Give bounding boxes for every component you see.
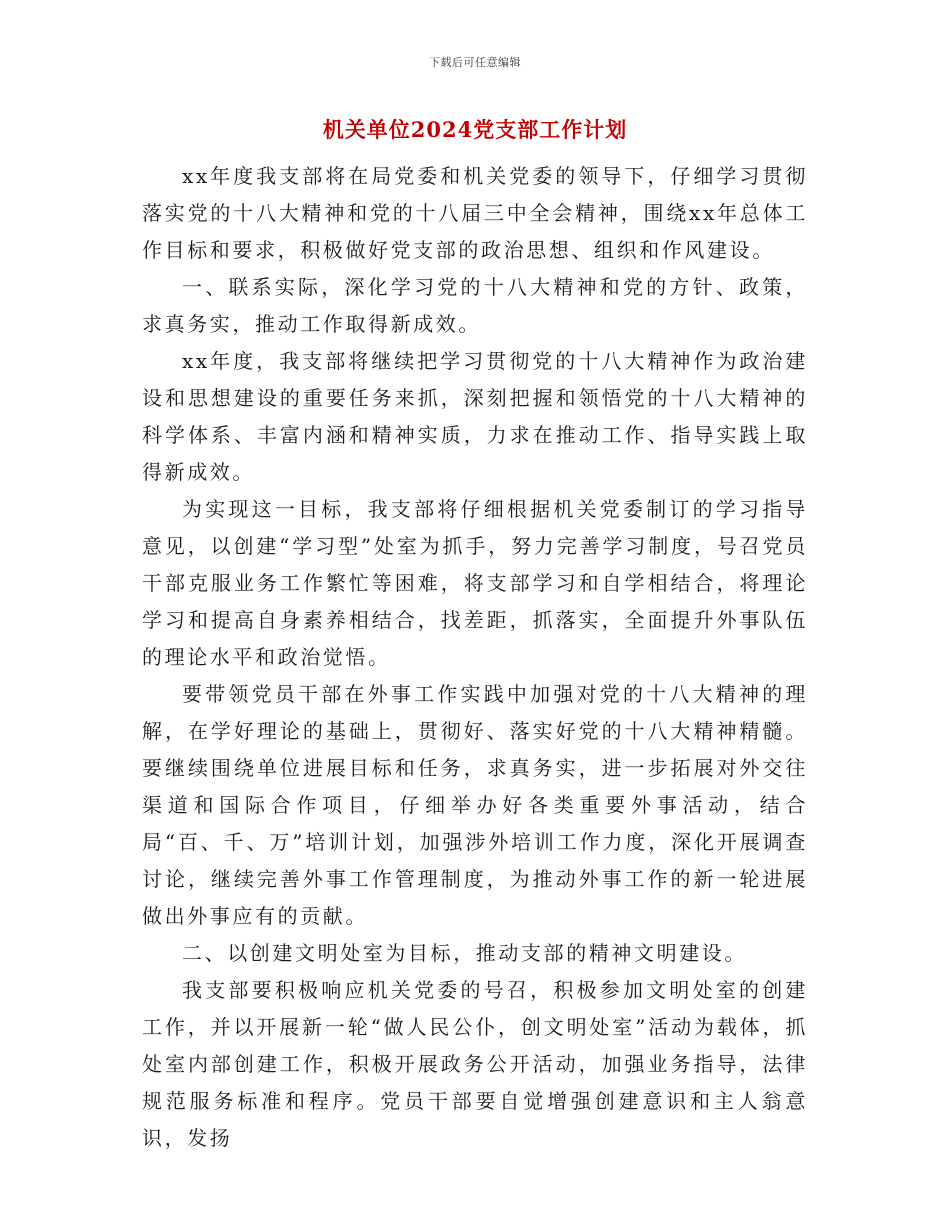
paragraph: 我支部要积极响应机关党委的号召，积极参加文明处室的创建工作，并以开展新一轮“做人民公仆，创文明处室”活动为载体，抓处室内部创建工作，积极开展政务公开活动，加强业务指导，法律规范服务标准和程序。党员干部要自觉增强创建意识和主人翁意识，发扬 [142, 978, 808, 1150]
page-header: 下载后可任意编辑 [429, 56, 521, 69]
paragraph: xx年度，我支部将继续把学习贯彻党的十八大精神作为政治建设和思想建设的重要任务来抓，深刻把握和领悟党的十八大精神的科学体系、丰富内涵和精神实质，力求在推动工作、指导实践上取得新成效。 [142, 349, 808, 484]
document-body [142, 158, 808, 1157]
section-heading: 一、联系实际，深化学习党的十八大精神和党的方针、政策，求真务实，推动工作取得新成效。 [142, 275, 808, 336]
paragraph: xx年度我支部将在局党委和机关党委的领导下，仔细学习贯彻落实党的十八大精神和党的十八届三中全会精神，围绕xx年总体工作目标和要求，积极做好党支部的政治思想、组织和作风建设。 [142, 164, 808, 262]
paragraph: 为实现这一目标，我支部将仔细根据机关党委制订的学习指导意见，以创建“学习型”处室为抓手，努力完善学习制度，号召党员干部克服业务工作繁忙等困难，将支部学习和自学相结合，将理论学习和提高自身素养相结合，找差距，抓落实，全面提升外事队伍的理论水平和政治觉悟。 [142, 497, 808, 669]
document-title: 机关单位2024党支部工作计划 [322, 117, 628, 142]
section-heading: 二、以创建文明处室为目标，推动支部的精神文明建设。 [182, 941, 747, 965]
paragraph: 要带领党员干部在外事工作实践中加强对党的十八大精神的理解，在学好理论的基础上，贯彻好、落实好党的十八大精神精髓。要继续围绕单位进展目标和任务，求真务实，进一步拓展对外交往渠道和国际合作项目，仔细举办好各类重要外事活动，结合局“百、千、万”培训计划，加强涉外培训工作力度，深化开展调查讨论，继续完善外事工作管理制度，为推动外事工作的新一轮进展做出外事应有的贡献。 [142, 682, 808, 928]
